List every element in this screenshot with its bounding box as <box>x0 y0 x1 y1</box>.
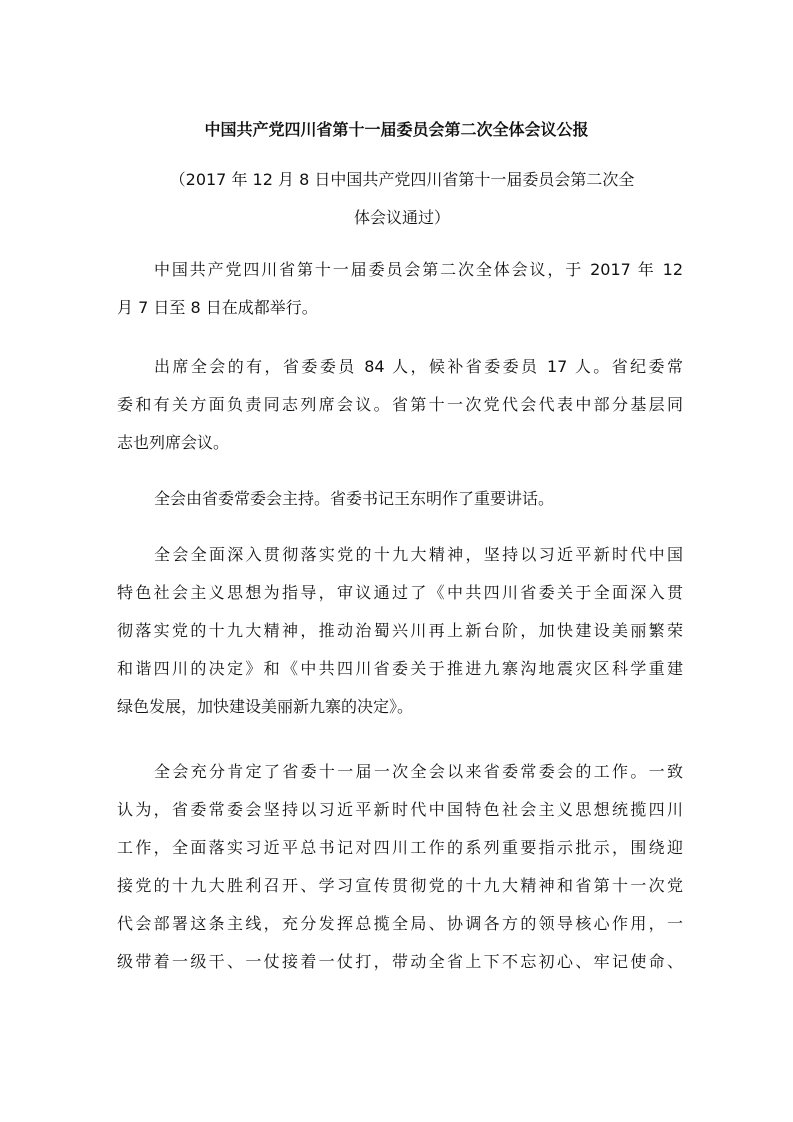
paragraph-4 <box>117 536 683 726</box>
paragraph-1 <box>117 251 683 327</box>
paragraph-line: 级带着一级干、一仗接着一仗打，带动全省上下不忘初心、牢记使命、 <box>117 952 683 971</box>
paragraph-line: 和谐四川的决定》和《中共四川省委关于推进九寨沟地震灾区科学重建 <box>117 659 683 678</box>
paragraph-3 <box>117 480 683 518</box>
paragraph-line: 全会全面深入贯彻落实党的十九大精神，坚持以习近平新时代中国 <box>154 545 683 564</box>
paragraph-line: 出席全会的有，省委委员 84 人，候补省委委员 17 人。省纪委常 <box>154 357 683 376</box>
paragraph-line: 工作，全面落实习近平总书记对四川工作的系列重要指示批示，围绕迎 <box>117 838 683 857</box>
paragraph-line: 委和有关方面负责同志列席会议。省第十一次党代会代表中部分基层同 <box>117 395 683 414</box>
paragraph-line: 认为，省委常委会坚持以习近平新时代中国特色社会主义思想统揽四川 <box>117 800 683 819</box>
paragraph-line: 代会部署这条主线，充分发挥总揽全局、协调各方的领导核心作用，一 <box>117 914 683 933</box>
paragraph-5 <box>117 753 683 981</box>
paragraph-line: 特色社会主义思想为指导，审议通过了《中共四川省委关于全面深入贯 <box>117 583 683 602</box>
paragraph-line: 彻落实党的十九大精神，推动治蜀兴川再上新台阶，加快建设美丽繁荣 <box>117 621 683 640</box>
paragraph-line: 志也列席会议。 <box>117 433 230 452</box>
document-subtitle <box>122 161 682 237</box>
paragraph-line: 中国共产党四川省第十一届委员会第二次全体会议，于 2017 年 12 <box>154 260 683 279</box>
paragraph-line: 月 7 日至 8 日在成都举行。 <box>117 298 318 317</box>
paragraph-2 <box>117 348 683 462</box>
paragraph-line: 全会充分肯定了省委十一届一次全会以来省委常委会的工作。一致 <box>154 762 683 781</box>
paragraph-line: 接党的十九大胜利召开、学习宣传贯彻党的十九大精神和省第十一次党 <box>117 876 683 895</box>
paragraph-line: 绿色发展，加快建设美丽新九寨的决定》。 <box>117 697 414 716</box>
subtitle-line: （2017 年 12 月 8 日中国共产党四川省第十一届委员会第二次全 <box>169 170 635 189</box>
subtitle-line: 体会议通过） <box>353 208 450 227</box>
document-title: 中国共产党四川省第十一届委员会第二次全体会议公报 <box>204 120 589 139</box>
paragraph-line: 全会由省委常委会主持。省委书记王东明作了重要讲话。 <box>154 489 555 508</box>
